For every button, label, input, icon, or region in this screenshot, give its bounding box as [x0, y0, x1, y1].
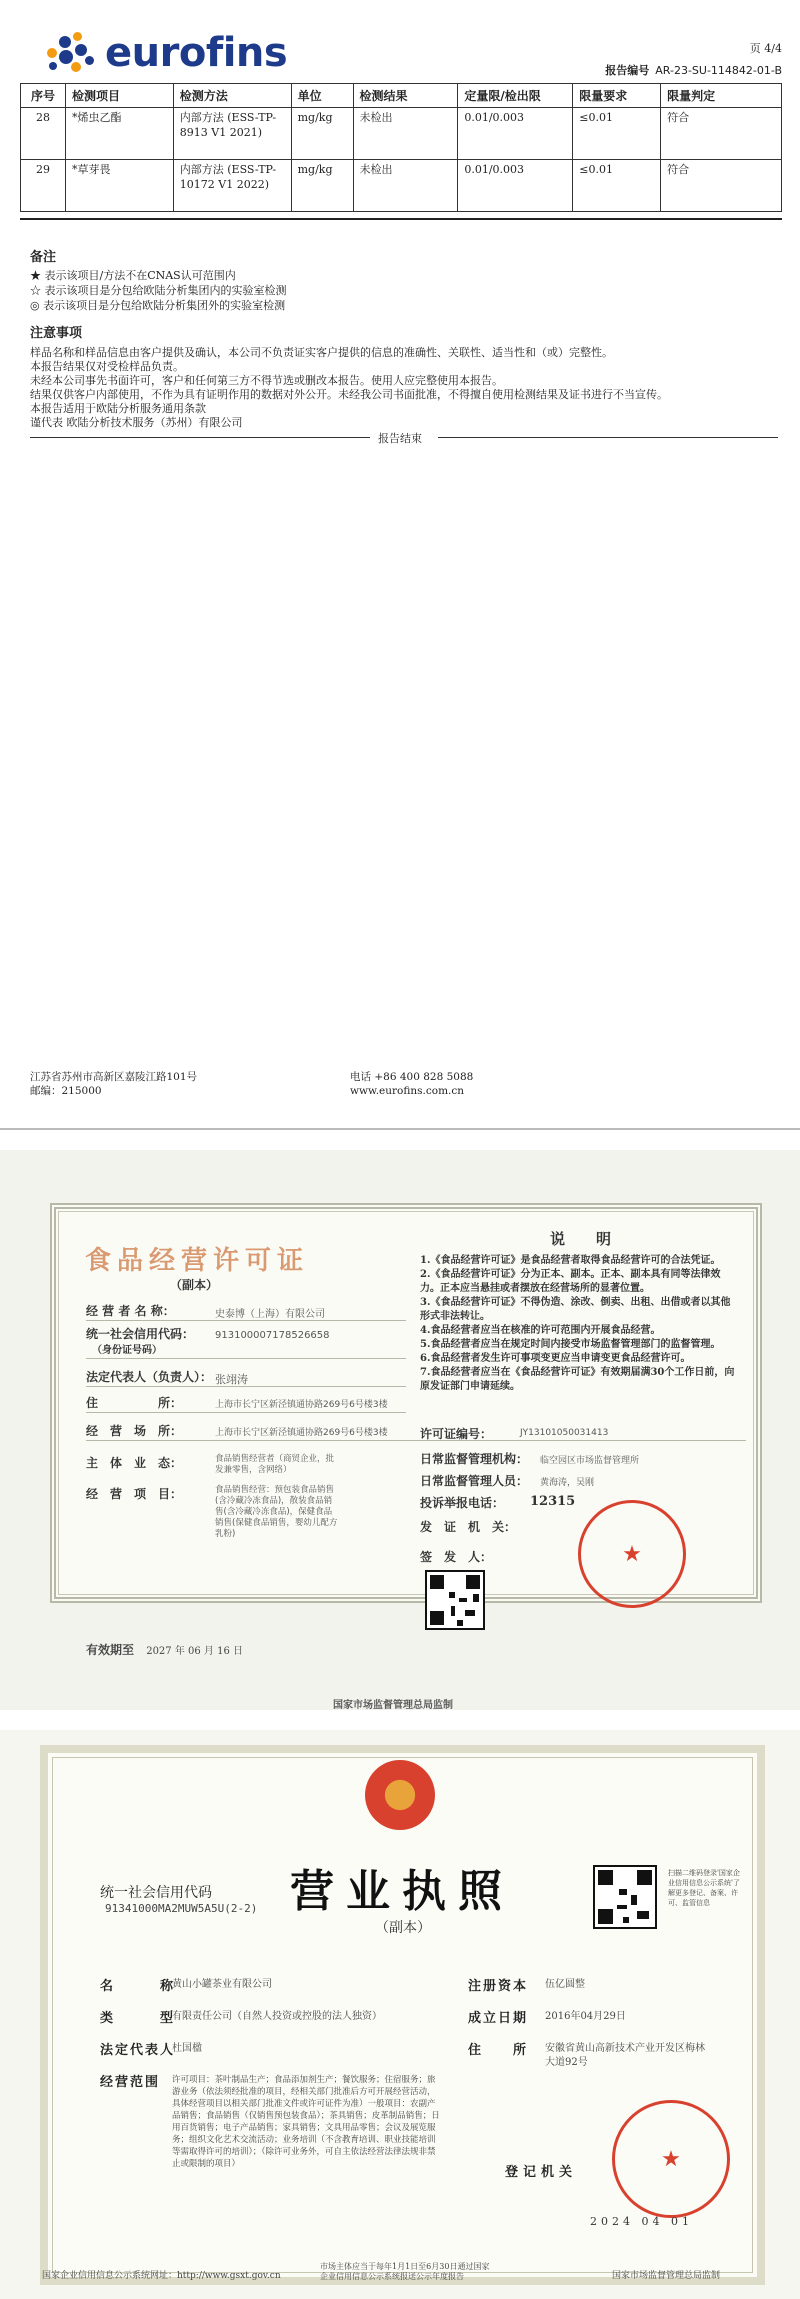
- col-header: 限量要求: [573, 84, 661, 108]
- company-type-label: 类 型: [100, 2011, 176, 2026]
- report-end-text: 报告结束: [378, 432, 422, 445]
- business-license-qr-code: [593, 1865, 657, 1929]
- caution-list: [30, 346, 780, 430]
- footer-address-line: 江苏省苏州市高新区嘉陵江路101号: [30, 1071, 198, 1083]
- instructions-title: 说 明: [550, 1230, 620, 1248]
- cell-judgement: 符合: [661, 160, 782, 212]
- footer-contact: [350, 1070, 473, 1098]
- place-value: 上海市长宁区新泾镇通协路269号6号楼3楼: [215, 1428, 388, 1438]
- cell-limit: 0.01/0.003: [458, 108, 573, 160]
- residence-label: 住 所：: [86, 1396, 183, 1410]
- col-header: 定量限/检出限: [458, 84, 573, 108]
- results-table: [20, 83, 782, 212]
- project-value: 食品销售经营：预包装食品销售(含冷藏冷冻食品)，散装食品销售(含冷藏冷冻食品)，保健食品销售(保健食品销售，婴幼儿配方乳粉): [215, 1485, 338, 1539]
- eurofins-logo: [45, 30, 287, 76]
- business-license-subtitle: （副本）: [375, 1920, 431, 1936]
- business-type-label: 主 体 业 态：: [86, 1456, 183, 1470]
- address-value: 安徽省黄山高新技术产业开发区梅林大道92号: [545, 2043, 705, 2068]
- valid-until-value: 2027 年 06 月 16 日: [146, 1646, 243, 1657]
- hotline-value: 12315: [530, 1494, 576, 1509]
- hotline-label: 投诉举报电话：: [420, 1496, 505, 1510]
- col-header: 限量判定: [661, 84, 782, 108]
- row-rule: [86, 1412, 406, 1413]
- caution-item: 未经本公司事先书面许可，客户和任何第三方不得节选或删改本报告。使用人应完整使用本报告。: [30, 374, 503, 387]
- cell-requirement: ≤0.01: [573, 108, 661, 160]
- cell-limit: 0.01/0.003: [458, 160, 573, 212]
- instruction-item: 6.食品经营者发生许可事项变更应当申请变更食品经营许可。: [420, 1353, 691, 1364]
- cell-requirement: ≤0.01: [573, 160, 661, 212]
- end-divider-left: [30, 437, 370, 438]
- notes-title: 备注: [30, 250, 57, 265]
- cell-unit: mg/kg: [291, 108, 353, 160]
- gsxt-website-note: 国家企业信用信息公示系统网址：http://www.gsxt.gov.cn: [42, 2271, 281, 2281]
- valid-until: [86, 1641, 243, 1658]
- company-name-value: 黄山小罐茶业有限公司: [172, 1979, 272, 1990]
- test-report-page: [0, 0, 800, 1130]
- table-divider: [20, 218, 782, 220]
- cell-method: 内部方法 (ESS-TP-10172 V1 2022): [173, 160, 291, 212]
- caution-item: 样品名称和样品信息由客户提供及确认，本公司不负责证实客户提供的信息的准确性、关联性、适当性和（或）完整性。: [30, 346, 613, 359]
- residence-value: 上海市长宁区新泾镇通协路269号6号楼3楼: [215, 1400, 388, 1410]
- results-header-row: [21, 84, 782, 108]
- food-license-title: 食品经营许可证: [85, 1246, 310, 1276]
- cell-unit: mg/kg: [291, 160, 353, 212]
- table-row: [21, 160, 782, 212]
- capital-value: 伍亿圆整: [545, 1979, 585, 1990]
- col-header: 单位: [291, 84, 353, 108]
- caution-item: 本报告结果仅对受检样品负责。: [30, 360, 184, 373]
- report-number-value: AR-23-SU-114842-01-B: [655, 64, 782, 77]
- daily-staff-label: 日常监督管理人员：: [420, 1474, 529, 1488]
- issuer-label: 发 证 机 关：: [420, 1520, 517, 1534]
- cell-result: 未检出: [353, 160, 458, 212]
- business-license-supervisor: 国家市场监督管理总局监制: [612, 2271, 721, 2281]
- col-header: 检测项目: [65, 84, 173, 108]
- footer-postcode: 邮编：215000: [30, 1085, 102, 1097]
- qr-code-note: 扫描二维码登录'国家企业信用信息公示系统'了解更多登记、备案、许可、监管信息: [668, 1869, 740, 1907]
- cell-method: 内部方法 (ESS-TP-8913 V1 2021): [173, 108, 291, 160]
- company-type-value: 有限责任公司（自然人投资或控股的法人独资）: [172, 2011, 382, 2022]
- eurofins-wordmark: eurofins: [105, 30, 288, 76]
- business-scope-value: 许可项目：茶叶制品生产；食品添加剂生产；餐饮服务；住宿服务；旅游业务（依法须经批准的项目，经相关部门批准后方可开展经营活动，具体经营项目以相关部门批准文件或许可证件为准）一般项目：农副产品销售；食品销售（仅销售预包装食品）；茶具销售；皮革制品销售；日用百货销售；电子产品销售；家具销售；文具用品零售；会议及展览服务；组织文化艺术交流活动；业务培训（不含教育培训、职业技能培训等需取得许可的培训）；（除许可业务外，可自主依法经营法律法规非禁止或限制的项目）: [172, 2075, 440, 2169]
- food-license-subtitle: （副本）: [170, 1278, 219, 1292]
- col-header: 检测方法: [173, 84, 291, 108]
- footer-phone: 电话 +86 400 828 5088: [350, 1071, 474, 1083]
- founding-date-label: 成立日期: [468, 2011, 529, 2026]
- footer-web: www.eurofins.com.cn: [350, 1085, 465, 1097]
- notes-list: [30, 268, 287, 313]
- uscc-label: 统一社会信用代码: [100, 1885, 212, 1901]
- company-name-label: 名 称: [100, 1979, 176, 1994]
- instruction-item: 7.食品经营者应当在《食品经营许可证》有效期届满30个工作日前，向原发证部门申请延续。: [420, 1367, 735, 1392]
- caution-item: 本报告适用于欧陆分析服务通用条款: [30, 402, 206, 415]
- legal-rep-value: 杜国楹: [172, 2043, 202, 2054]
- issue-date: 2024 04 01: [590, 2215, 693, 2228]
- instruction-item: 1.《食品经营许可证》是食品经营者取得食品经营许可的合法凭证。: [420, 1255, 721, 1266]
- instruction-item: 3.《食品经营许可证》不得伪造、涂改、倒卖、出租、出借或者以其他形式非法转让。: [420, 1297, 731, 1322]
- report-number-label: 报告编号: [605, 64, 650, 77]
- note-item: ★ 表示该项目/方法不在CNAS认可范围内: [30, 269, 236, 282]
- row-rule: [86, 1320, 406, 1321]
- caution-title: 注意事项: [30, 326, 83, 341]
- legal-rep-label: 法定代表人: [100, 2043, 176, 2058]
- operator-label: 经 营 者 名 称：: [86, 1304, 175, 1318]
- business-license-title: 营业执照: [290, 1866, 514, 1917]
- food-license-qr-code: [425, 1570, 485, 1630]
- permit-no-label: 许可证编号：: [420, 1427, 493, 1441]
- cell-item: *烯虫乙酯: [65, 108, 173, 160]
- business-type-value: 食品销售经营者（商贸企业，批发兼零售，含网络）: [215, 1454, 335, 1475]
- valid-until-label: 有效期至: [86, 1643, 135, 1657]
- eurofins-dots-icon: [45, 30, 97, 76]
- report-number: [605, 62, 782, 78]
- row-rule: [86, 1440, 746, 1441]
- daily-staff-value: 黄海涛，吴刚: [540, 1478, 595, 1488]
- instruction-item: 5.食品经营者应当在规定时间内接受市场监督管理部门的监督管理。: [420, 1339, 721, 1350]
- permit-no-value: JY13101050031413: [520, 1428, 609, 1438]
- operator-value: 史泰博（上海）有限公司: [215, 1309, 325, 1320]
- national-emblem-icon: [365, 1760, 435, 1830]
- daily-authority-label: 日常监督管理机构：: [420, 1452, 529, 1466]
- business-scope-label: 经营范围: [100, 2075, 161, 2090]
- cell-result: 未检出: [353, 108, 458, 160]
- daily-authority-value: 临空园区市场监督管理所: [540, 1456, 640, 1466]
- registration-authority: 登记机关: [505, 2165, 578, 2180]
- caution-item: 谨代表 欧陆分析技术服务（苏州）有限公司: [30, 416, 243, 429]
- legal-rep-value: 张翊涛: [215, 1373, 248, 1386]
- col-header: 检测结果: [353, 84, 458, 108]
- footer-address: [30, 1070, 197, 1098]
- note-item: ☆ 表示该项目是分包给欧陆分析集团内的实验室检测: [30, 284, 287, 297]
- note-item: ◎ 表示该项目是分包给欧陆分析集团外的实验室检测: [30, 299, 286, 312]
- cell-no: 29: [21, 160, 66, 212]
- cell-judgement: 符合: [661, 108, 782, 160]
- cell-item: *草芽畏: [65, 160, 173, 212]
- project-label: 经 营 项 目：: [86, 1487, 183, 1501]
- page-separator: [0, 1128, 800, 1130]
- page-number: 页 4/4: [749, 42, 782, 55]
- annual-report-note: 市场主体应当于每年1月1日至6月30日通过国家企业信用信息公示系统报送公示年度报告: [320, 2262, 490, 2281]
- instruction-item: 4.食品经营者应当在核准的许可范围内开展食品经营。: [420, 1325, 661, 1336]
- place-label: 经 营 场 所：: [86, 1424, 183, 1438]
- table-row: [21, 108, 782, 160]
- food-license-official-seal: ★: [578, 1500, 686, 1608]
- row-rule: [86, 1386, 406, 1387]
- credit-value: 913100007178526658: [215, 1330, 330, 1341]
- address-label: 住 所: [468, 2043, 529, 2058]
- uscc-value: 91341000MA2MUW5A5U(2-2): [105, 1902, 258, 1915]
- instructions-list: [420, 1254, 740, 1394]
- end-divider-right: [438, 437, 778, 438]
- credit-label: 统一社会信用代码：: [86, 1327, 195, 1341]
- founding-date-value: 2016年04月29日: [545, 2011, 626, 2022]
- instruction-item: 2.《食品经营许可证》分为正本、副本。正本、副本具有同等法律效力。正本应当悬挂或者摆放在经营场所的显著位置。: [420, 1269, 721, 1294]
- food-license-supervisor: 国家市场监督管理总局监制: [333, 1700, 453, 1711]
- credit-sublabel: （身份证号码）: [92, 1345, 162, 1356]
- cell-no: 28: [21, 108, 66, 160]
- row-rule: [86, 1358, 406, 1359]
- signer-label: 签 发 人：: [420, 1550, 493, 1564]
- capital-label: 注册资本: [468, 1979, 529, 1994]
- caution-item: 结果仅供客户内部使用，不作为具有证明作用的数据对外公开。未经我公司书面批准，不得擅自使用检测结果及证书进行不当宣传。: [30, 388, 668, 401]
- col-header: 序号: [21, 84, 66, 108]
- business-license-official-seal: ★: [612, 2100, 730, 2218]
- legal-rep-label: 法定代表人（负责人）：: [86, 1370, 213, 1384]
